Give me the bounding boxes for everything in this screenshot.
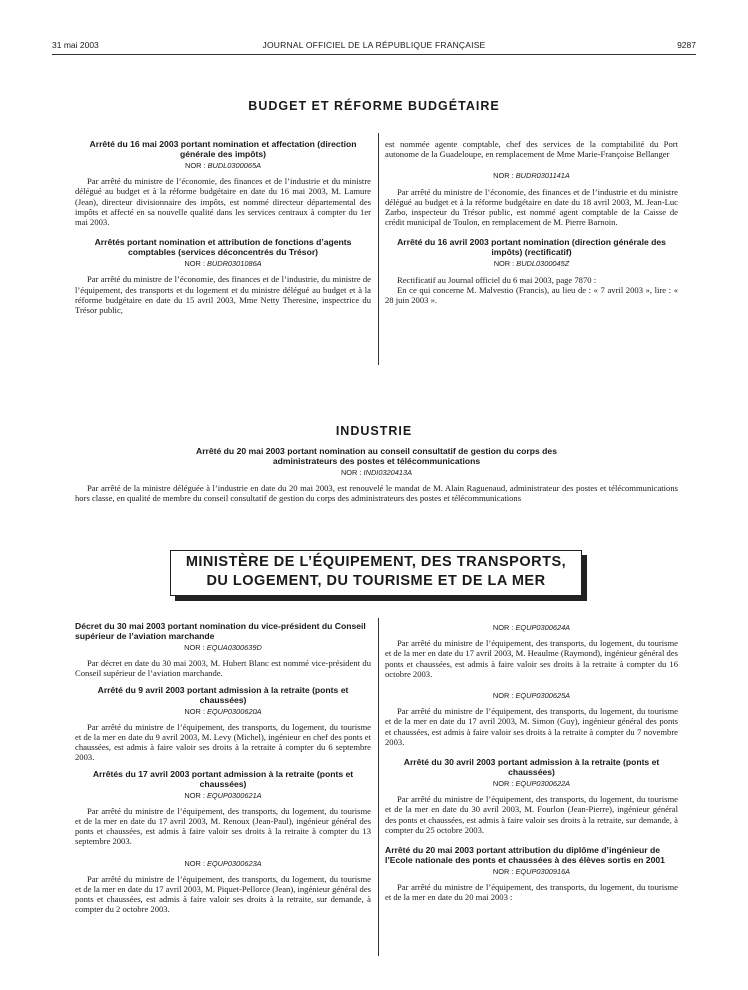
ministry-heading-line2: DU LOGEMENT, DU TOURISME ET DE LA MER bbox=[206, 573, 546, 589]
equipement-left-column bbox=[75, 621, 371, 915]
section-title-budget: BUDGET ET RÉFORME BUDGÉTAIRE bbox=[248, 99, 500, 113]
article-text: Par arrêté du ministre de l’économie, des finances et de l’industrie et du ministre délégué au budget et à la réforme budgétaire en date du 16 mai 2003, M. Lamure (Jean), directeur divisionnaire des impôts, est nommé directeur départemental des impôts et affecté en sa nouvelle qualité dans les services centraux à compter du 1er mai 2003. bbox=[75, 176, 371, 228]
column-divider bbox=[378, 618, 379, 956]
ministry-heading-box bbox=[170, 550, 582, 596]
article-text: Par arrêté du ministre de l’équipement, des transports, du logement, du tourisme et de la mer en date du 17 avril 2003, M. Renoux (Jean-Paul), ingénieur général des ponts et chaussées, est admis à faire valoir ses droits à la retraite à compter du 13 septembre 2003. bbox=[75, 805, 371, 847]
article-text: Rectificatif au Journal officiel du 6 mai 2003, page 7870 : bbox=[397, 274, 597, 285]
nor-reference: NOR : EQUP0300620A bbox=[184, 706, 262, 716]
nor-reference: NOR : BUDR0301086A bbox=[184, 259, 262, 269]
article-title: Arrêté du 16 avril 2003 portant nomination (direction générale des impôts) (rectificatif) bbox=[397, 237, 666, 258]
article-text: Par arrêté du ministre de l’équipement, des transports, du logement, du tourisme et de la mer en date du 30 avril 2003, M. Fourlon (Jean-Pierre), ingénieur général des ponts et chaussées, est admis à faire valoir ses droits à la retraite, sur demande, à compter du 25 octobre 2003. bbox=[385, 794, 678, 835]
article-text: Par arrêté du ministre de l’équipement, des transports, du logement, du tourisme et de la mer en date du 17 avril 2003, M. Heaulme (Raymond), ingénieur général des ponts et chaussées, est admis à faire valoir ses droits à la retraite à compter du 16 octobre 2003. bbox=[385, 638, 678, 679]
article-text-continued: est nommée agente comptable, chef des services de la comptabilité du Port autonome de la Guadeloupe, en remplacement de Mme Marie-Françoise Bellanger bbox=[385, 139, 678, 160]
issue-date: 31 mai 2003 bbox=[52, 40, 99, 50]
nor-reference: NOR : EQUP0300622A bbox=[492, 779, 571, 789]
article-title: Arrêté du 20 mai 2003 portant nomination au conseil consultatif de gestion du corps des administrateurs des postes et télécommunications bbox=[195, 446, 557, 466]
article-text: En ce qui concerne M. Malvestio (Francis), au lieu de : « 7 avril 2003 », lire : « 28 juin 2003 ». bbox=[385, 284, 678, 306]
article-title: Arrêtés du 17 avril 2003 portant admission à la retraite (ponts et chaussées) bbox=[92, 768, 354, 789]
nor-reference: NOR : EQUP0300623A bbox=[184, 858, 262, 868]
article-text: Par arrêté du ministre de l’équipement, des transports, du logement, du tourisme et de la mer en date du 17 avril 2003, M. Piquet-Pellorce (Jean), ingénieur général des ponts et chaussées, est admis à faire valoir ses droits à la retraite, sur demande, à compter du 2 octobre 2003. bbox=[75, 873, 371, 915]
article-text: Par arrêté de la ministre déléguée à l’industrie en date du 20 mai 2003, est renouvelé le mandat de M. Alain Raguenaud, administrateur des postes et télécommunications hors classe, en qualité de membre du conseil consultatif de gestion du corps des administrateurs des postes et télécommunications bbox=[75, 483, 678, 504]
article-text: Par décret en date du 30 mai 2003, M. Hubert Blanc est nommé vice-président du Conseil supérieur de l’aviation marchande. bbox=[75, 658, 371, 679]
article-title: Décret du 30 mai 2003 portant nomination du vice-président du Conseil supérieur de l’aviation marchande bbox=[75, 621, 366, 641]
article-text: Par arrêté du ministre de l’équipement, des transports, du logement, du tourisme et de la mer en date du 9 avril 2003, M. Levy (Michel), ingénieur en chef des ponts et chaussées, est admis à faire valoir ses droits à la retraite à compter du 6 septembre 2003. bbox=[75, 721, 371, 763]
section-title-industrie: INDUSTRIE bbox=[335, 424, 413, 438]
nor-reference: NOR : EQUP0300916A bbox=[492, 867, 571, 877]
nor-reference: NOR : BUDL0300045Z bbox=[493, 259, 570, 269]
article-title: Arrêtés portant nomination et attribution de fonctions d’agents comptables (services déconcentrés du Trésor) bbox=[94, 237, 352, 258]
journal-title: JOURNAL OFFICIEL DE LA RÉPUBLIQUE FRANÇAISE bbox=[262, 40, 486, 50]
budget-right-column bbox=[385, 139, 678, 305]
article-title: Arrêté du 20 mai 2003 portant attribution du diplôme d’ingénieur de l’Ecole nationale des ponts et chaussées à des élèves sortis en 2001 bbox=[385, 845, 665, 866]
header-rule bbox=[52, 54, 696, 55]
nor-reference: NOR : EQUA0300639D bbox=[184, 643, 262, 652]
article-title: Arrêté du 16 mai 2003 portant nomination et affectation (direction générale des impôts) bbox=[89, 139, 357, 159]
budget-left-column bbox=[75, 139, 371, 315]
article-text: Par arrêté du ministre de l’équipement, des transports, du logement, du tourisme et de la mer en date du 20 mai 2003 : bbox=[385, 882, 678, 903]
ministry-heading-line1: MINISTÈRE DE L’ÉQUIPEMENT, DES TRANSPORTS, bbox=[185, 554, 567, 570]
nor-reference: NOR : BUDR0301141A bbox=[493, 171, 570, 181]
article-text: Par arrêté du ministre de l’économie, des finances et de l’industrie et du ministre délégué au budget et à la réforme budgétaire en date du 18 avril 2003, M. Jean-Luc Zarbo, inspecteur du Trésor public, est nommé agent comptable de la Caisse de crédit municipal de Toulon, en remplacement de M. Pierre Barnoin. bbox=[385, 186, 678, 228]
page-number: 9287 bbox=[677, 40, 696, 50]
nor-reference: NOR : EQUP0300624A bbox=[492, 623, 571, 632]
nor-reference: NOR : EQUP0300625A bbox=[492, 691, 571, 701]
nor-reference: NOR : EQUP0300621A bbox=[184, 790, 262, 800]
nor-reference: NOR : BUDL0300065A bbox=[184, 161, 261, 170]
article-title: Arrêté du 9 avril 2003 portant admission à la retraite (ponts et chaussées) bbox=[97, 684, 349, 705]
article-title: Arrêté du 30 avril 2003 portant admission à la retraite (ponts et chaussées) bbox=[403, 757, 660, 778]
column-divider bbox=[378, 133, 379, 365]
industrie-article bbox=[75, 446, 678, 504]
article-text: Par arrêté du ministre de l’économie, des finances et de l’industrie, du ministre de l’équipement, des transports et du logement et du ministre délégué au budget et à la réforme budgétaire en date du 15 avril 2003, Mme Netty Theresine, inspectrice du Trésor public, bbox=[75, 274, 371, 316]
page-header bbox=[52, 40, 696, 54]
nor-reference: NOR : INDI0320413A bbox=[340, 468, 413, 477]
equipement-right-column bbox=[385, 621, 678, 903]
article-text: Par arrêté du ministre de l’équipement, des transports, du logement, du tourisme et de la mer en date du 17 avril 2003, M. Simon (Guy), ingénieur général des ponts et chaussées, est admis à faire valoir ses droits à la retraite à compter du 7 novembre 2003. bbox=[385, 706, 678, 747]
